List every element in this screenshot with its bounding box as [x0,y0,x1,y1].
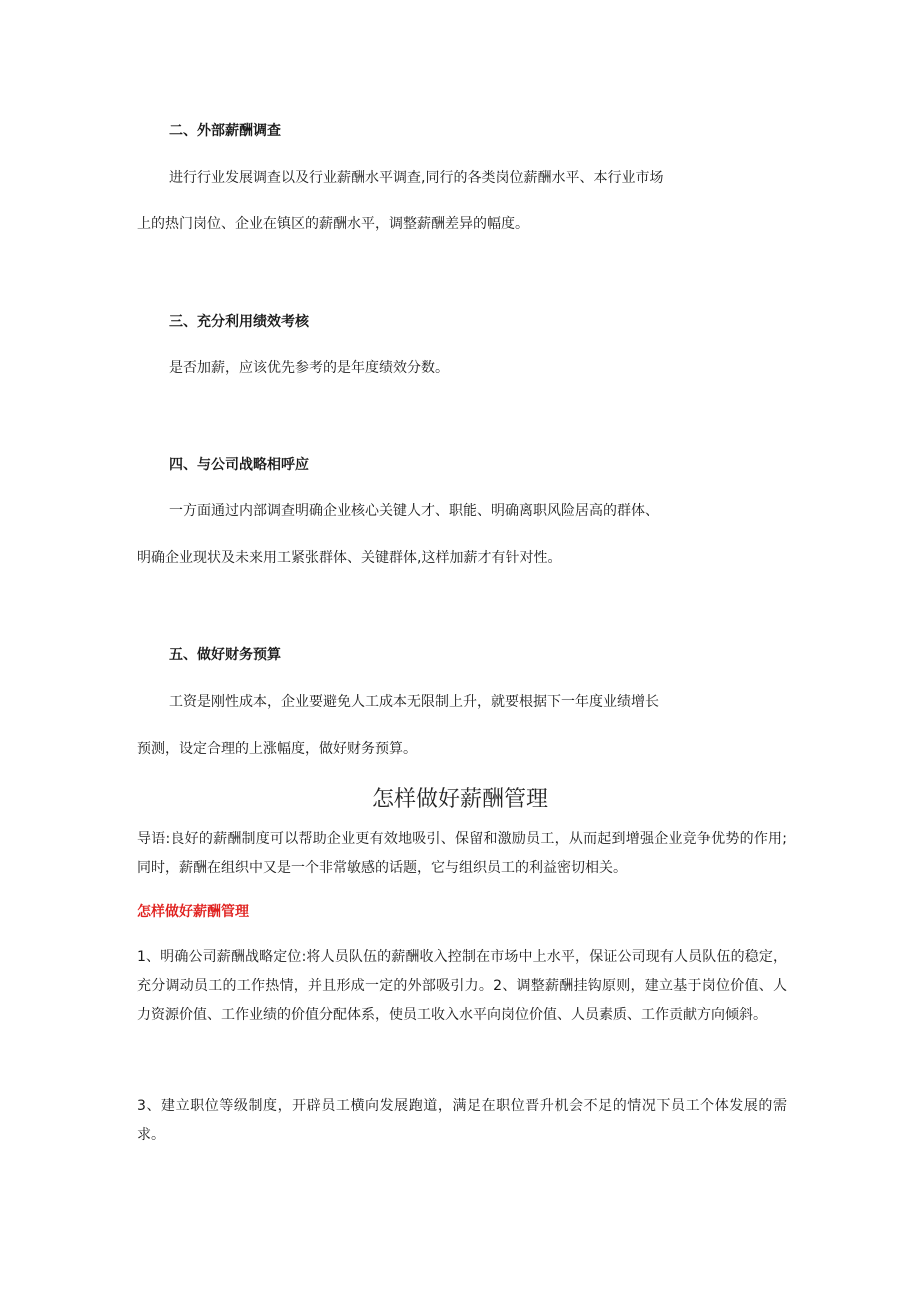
point-paragraph-1: 1、明确公司薪酬战略定位:将人员队伍的薪酬收入控制在市场中上水平，保证公司现有人员队伍的稳定，充分调动员工的工作热情，并且形成一定的外部吸引力。2、调整薪酬挂钩原则，建立基于岗位价值、人力资源价值、工作业绩的价值分配体系，使员工收入水平向岗位价值、人员素质、工作贡献方向倾斜。 [137,949,787,1023]
red-subheading: 怎样做好薪酬管理 [137,904,249,920]
paragraph-line: 是否加薪，应该优先参考的是年度绩效分数。 [169,360,449,376]
section-heading: 二、外部薪酬调查 [169,123,281,139]
section-heading: 三、充分利用绩效考核 [169,314,309,330]
paragraph-line: 预测，设定合理的上涨幅度，做好财务预算。 [137,741,417,757]
paragraph-line: 明确企业现状及未来用工紧张群体、关键群体,这样加薪才有针对性。 [137,550,562,566]
intro-paragraph: 导语:良好的薪酬制度可以帮助企业更有效地吸引、保留和激励员工，从而起到增强企业竞争优势的作用;同时，薪酬在组织中又是一个非常敏感的话题，它与组织员工的利益密切相关。 [137,831,787,876]
paragraph-line: 一方面通过内部调查明确企业核心关键人才、职能、明确离职风险居高的群体、 [169,503,659,519]
section-heading: 四、与公司战略相呼应 [169,457,309,473]
article-title: 怎样做好薪酬管理 [371,787,548,812]
paragraph-line: 进行行业发展调查以及行业薪酬水平调查,同行的各类岗位薪酬水平、本行业市场 [169,170,664,186]
paragraph-line: 工资是刚性成本，企业要避免人工成本无限制上升，就要根据下一年度业绩增长 [169,694,659,710]
section-heading: 五、做好财务预算 [169,647,281,663]
paragraph-line: 上的热门岗位、企业在镇区的薪酬水平，调整薪酬差异的幅度。 [137,216,529,232]
point-paragraph-3: 3、建立职位等级制度，开辟员工横向发展跑道，满足在职位晋升机会不足的情况下员工个体发展的需求。 [137,1098,787,1143]
